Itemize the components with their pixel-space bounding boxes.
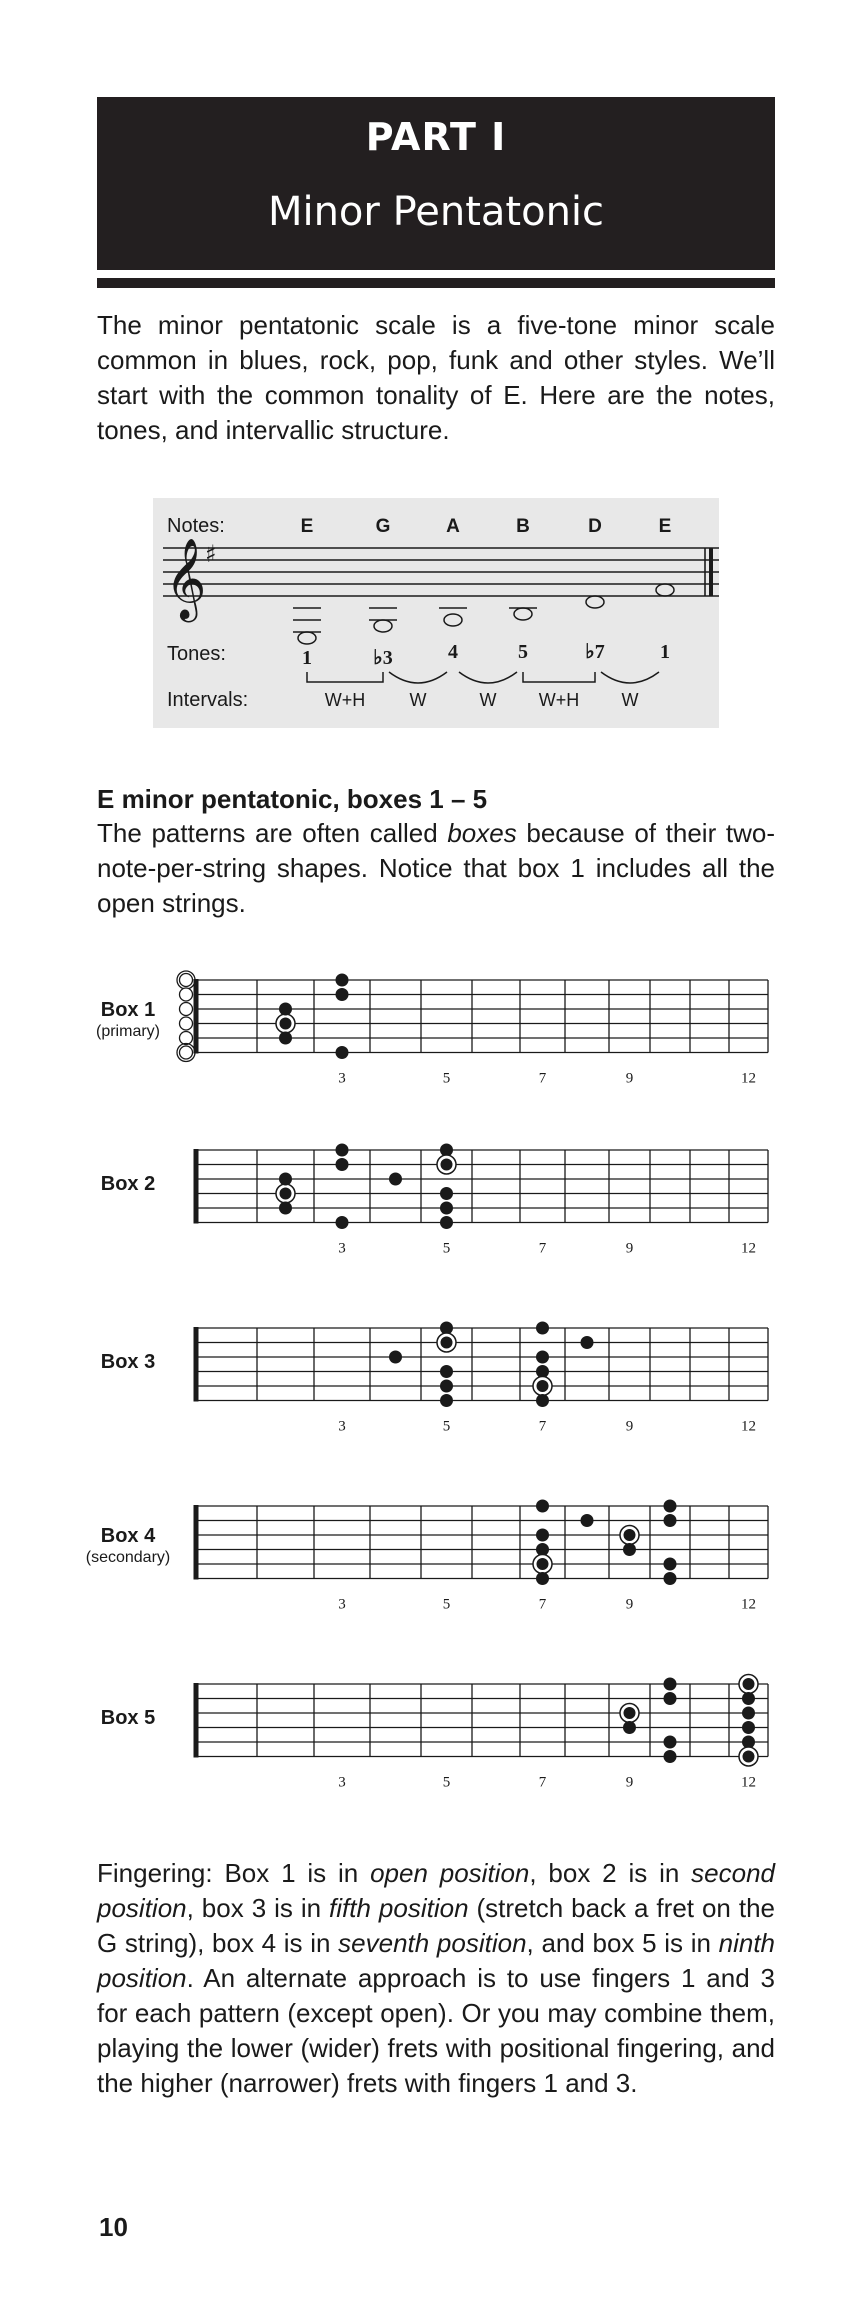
note-dot: [581, 1514, 594, 1527]
open-string-marker: [180, 974, 193, 987]
note-name: G: [375, 516, 391, 537]
box-label: Box 1: [100, 999, 156, 1021]
root-note-dot: [623, 1707, 636, 1720]
root-note-dot: [743, 1678, 755, 1690]
boxes-intro-text: because of their two-note-per-string shapes. Notice that box 1 includes all the open strings.: [97, 818, 776, 918]
fret-number: 7: [538, 1418, 547, 1435]
note-name: E: [658, 516, 672, 537]
boxes-intro: [97, 816, 775, 921]
note-dot: [279, 1003, 292, 1016]
fingering-text: (stretch back a fret on the G string), box 4 is in: [97, 1893, 775, 1958]
tone: ♭7: [585, 641, 605, 663]
root-note-dot: [624, 1707, 636, 1719]
fretboard-box-2: [101, 1144, 768, 1257]
tones-label: Tones:: [167, 643, 226, 665]
root-ring: [276, 1184, 295, 1203]
fret-number: 12: [741, 1418, 756, 1435]
note-dot: [440, 1216, 453, 1229]
tone: 1: [302, 647, 312, 669]
fingering-emphasis: second position: [97, 1858, 776, 1923]
note-dot: [536, 1322, 549, 1335]
note-name: D: [588, 516, 602, 537]
note-dot: [536, 1500, 549, 1513]
tone: ♭3: [373, 647, 393, 669]
root-ring: [276, 1014, 295, 1033]
note-d: [586, 596, 604, 608]
fingering-text: . An alternate approach is to use fingers 1 and 3 for each pattern (except open). Or you may combine them, playing the lower (wider) frets with positional fingering, and the higher (narrower) frets with fingers 1 and 3.: [97, 1963, 775, 2098]
fret-number: 7: [538, 1240, 547, 1257]
open-string-marker: [180, 1032, 193, 1045]
root-ring: [437, 1333, 456, 1352]
root-note-dot: [440, 1336, 453, 1349]
note-dot: [536, 1572, 549, 1585]
interval: W+H: [538, 690, 580, 710]
root-ring: [739, 1675, 758, 1694]
root-ring: [533, 1555, 552, 1574]
note-dot: [336, 1046, 349, 1059]
note-dot: [279, 1173, 292, 1186]
note-dot: [336, 1158, 349, 1171]
chapter-title: Minor Pentatonic: [267, 189, 605, 235]
note-dot: [664, 1750, 677, 1763]
note-dot: [440, 1394, 453, 1407]
root-ring: [177, 971, 195, 989]
staff: [163, 548, 719, 596]
root-note-dot: [624, 1529, 636, 1541]
interval: W: [409, 690, 427, 710]
note-dot: [440, 1187, 453, 1200]
fingering-emphasis: seventh position: [338, 1928, 527, 1958]
fingering-text: Fingering: Box 1 is in: [97, 1858, 371, 1888]
sharp-icon: ♯: [205, 540, 217, 568]
note-dot: [536, 1365, 549, 1378]
box-sublabel: (primary): [96, 1023, 160, 1040]
fret-number: 9: [625, 1418, 634, 1435]
fret-number: 12: [741, 1596, 756, 1613]
fretboard-box-1: [96, 971, 768, 1087]
fret-number: 5: [442, 1596, 451, 1613]
note-dot: [623, 1543, 636, 1556]
root-note-dot: [441, 1159, 453, 1171]
root-note-dot: [742, 1750, 755, 1763]
treble-clef-icon: 𝄞: [165, 537, 207, 619]
note-dot: [389, 1173, 402, 1186]
root-ring: [177, 1044, 195, 1062]
box-label: Box 5: [100, 1707, 156, 1729]
fret-number: 3: [338, 1418, 346, 1435]
root-ring: [437, 1155, 456, 1174]
fret-number: 3: [338, 1596, 346, 1613]
root-note-dot: [536, 1558, 549, 1571]
boxes-heading: E minor pentatonic, boxes 1 – 5: [97, 784, 488, 814]
fret-number: 3: [338, 1774, 346, 1791]
note-dot: [440, 1380, 453, 1393]
root-note-dot: [280, 1018, 292, 1030]
fret-number: 12: [741, 1774, 756, 1791]
note-b: [514, 608, 532, 620]
tone: 5: [518, 641, 528, 663]
open-string-marker: [180, 1017, 193, 1030]
fret-number: 9: [625, 1596, 634, 1613]
root-ring: [533, 1377, 552, 1396]
fingering-emphasis: fifth position: [329, 1893, 469, 1923]
root-note-dot: [441, 1337, 453, 1349]
note-dot: [664, 1514, 677, 1527]
note-dot: [742, 1692, 755, 1705]
note-dot: [536, 1529, 549, 1542]
note-dot: [664, 1558, 677, 1571]
boxes-intro-emphasis: boxes: [447, 818, 517, 848]
tone: 1: [660, 641, 670, 663]
notes: [293, 584, 674, 644]
note-dot: [279, 1032, 292, 1045]
notes-label: Notes:: [167, 515, 225, 537]
note-dot: [336, 1216, 349, 1229]
fret-number: 5: [442, 1070, 451, 1087]
scale-notation: [153, 498, 719, 728]
fingering-text: , box 3 is in: [186, 1893, 330, 1923]
intervals-label: Intervals:: [167, 689, 249, 711]
note-dot: [664, 1500, 677, 1513]
note-dot: [440, 1202, 453, 1215]
root-note-dot: [279, 1017, 292, 1030]
fret-number: 3: [338, 1240, 346, 1257]
fretboard-box-5: [101, 1675, 768, 1791]
fret-number: 9: [625, 1240, 634, 1257]
root-ring: [739, 1747, 758, 1766]
note-g: [374, 620, 392, 632]
fretboard-box-3: [101, 1322, 768, 1435]
box-sublabel: (secondary): [85, 1549, 171, 1566]
fingering-text: , and box 5 is in: [526, 1928, 719, 1958]
root-note-dot: [742, 1678, 755, 1691]
note-dot: [536, 1543, 549, 1556]
box-label: Box 4: [100, 1525, 156, 1547]
fret-number: 7: [538, 1596, 547, 1613]
intro-paragraph: The minor pentatonic scale is a five-tone minor scale common in blues, rock, pop, funk and other styles. We’ll start with the common tonality of E. Here are the notes, tones, and intervallic structure.: [97, 310, 775, 445]
root-ring: [620, 1526, 639, 1545]
fret-number: 5: [442, 1774, 451, 1791]
fingering-text: , box 2 is in: [529, 1858, 692, 1888]
note-dot: [336, 974, 349, 987]
note-e: [298, 632, 316, 644]
note-dot: [536, 1394, 549, 1407]
note-dot: [336, 988, 349, 1001]
header-rule: [97, 278, 775, 288]
part-number: PART I: [365, 115, 507, 159]
note-dot: [664, 1572, 677, 1585]
note-name: A: [446, 516, 460, 537]
fret-number: 7: [538, 1774, 547, 1791]
interval: W: [479, 690, 497, 710]
fret-number: 9: [625, 1774, 634, 1791]
boxes-intro-text: The patterns are often called: [97, 818, 448, 848]
root-ring: [620, 1704, 639, 1723]
fret-number: 12: [741, 1070, 756, 1087]
note-dot: [279, 1202, 292, 1215]
note-a: [444, 614, 462, 626]
root-note-dot: [280, 1188, 292, 1200]
scale-notation-box: [153, 498, 719, 728]
open-string-marker: [180, 1046, 193, 1059]
note-dot: [440, 1144, 453, 1157]
note-dot: [536, 1351, 549, 1364]
note-dot: [664, 1678, 677, 1691]
root-note-dot: [623, 1529, 636, 1542]
note-dot: [623, 1721, 636, 1734]
note-name: B: [516, 516, 530, 537]
tone: 4: [448, 641, 458, 663]
root-note-dot: [537, 1558, 549, 1570]
note-dot: [664, 1736, 677, 1749]
note-dot: [389, 1351, 402, 1364]
part-header: [97, 97, 775, 270]
root-note-dot: [279, 1187, 292, 1200]
note-dot: [742, 1736, 755, 1749]
note-name: E: [300, 516, 314, 537]
interval: W+H: [324, 690, 366, 710]
page-number: 10: [99, 2212, 128, 2242]
interval-brackets: [307, 672, 659, 683]
note-dot: [336, 1144, 349, 1157]
root-note-dot: [440, 1158, 453, 1171]
fingering-paragraph: [97, 1856, 775, 2101]
fret-number: 3: [338, 1070, 346, 1087]
fret-number: 7: [538, 1070, 547, 1087]
note-dot: [664, 1692, 677, 1705]
box-label: Box 3: [100, 1351, 156, 1373]
fret-number: 5: [442, 1240, 451, 1257]
root-note-dot: [743, 1751, 755, 1763]
root-note-dot: [536, 1380, 549, 1393]
fret-number: 9: [625, 1070, 634, 1087]
note-dot: [742, 1707, 755, 1720]
root-note-dot: [537, 1380, 549, 1392]
note-e-high: [656, 584, 674, 596]
note-dot: [440, 1365, 453, 1378]
fretboard-box-4: [86, 1500, 768, 1613]
fret-number: 12: [741, 1240, 756, 1257]
open-string-marker: [180, 988, 193, 1001]
box-label: Box 2: [100, 1173, 156, 1195]
fingering-emphasis: ninth position: [97, 1928, 776, 1993]
note-dot: [440, 1322, 453, 1335]
interval: W: [621, 690, 639, 710]
fingering-emphasis: open position: [370, 1858, 530, 1888]
fret-number: 5: [442, 1418, 451, 1435]
open-string-marker: [180, 1003, 193, 1016]
note-dot: [742, 1721, 755, 1734]
note-dot: [581, 1336, 594, 1349]
